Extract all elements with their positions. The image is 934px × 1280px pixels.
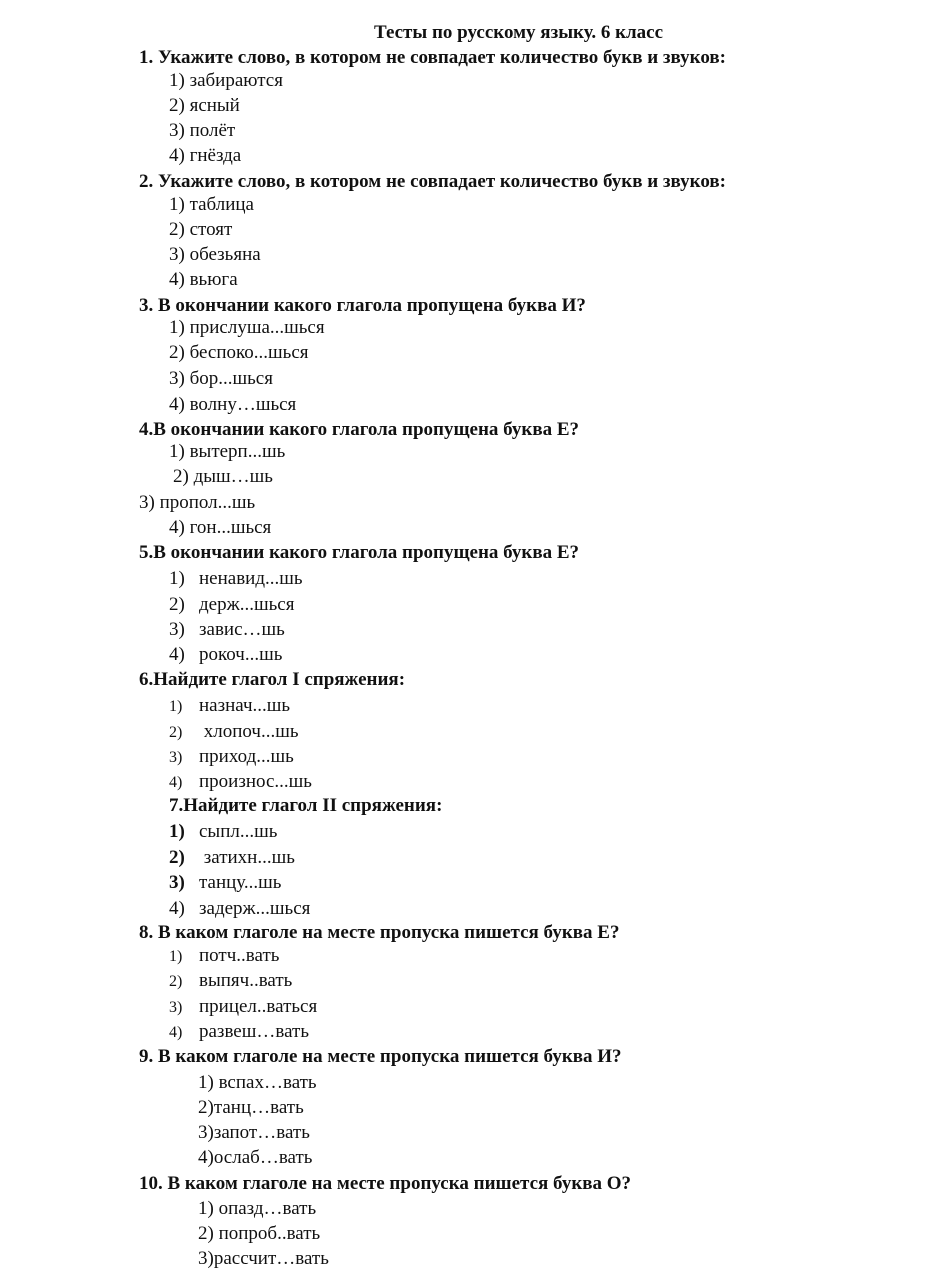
- q2-option-4: 4) вьюга: [169, 269, 238, 290]
- q7-option-3: 3) танцу...шь: [169, 872, 282, 893]
- q8-option-1: 1) потч..вать: [169, 945, 280, 966]
- q7-option-1: 1) сыпл...шь: [169, 821, 278, 842]
- q4-option-1: 1) вытерп...шь: [169, 441, 286, 462]
- q2-option-2: 2) стоят: [169, 219, 233, 240]
- q2-option-1: 1) таблица: [169, 194, 254, 215]
- q6-option-4: 4) произнос...шь: [169, 771, 312, 792]
- q3-option-3: 3) бор...шься: [169, 368, 273, 389]
- q9-option-2: 2)танц…вать: [198, 1097, 304, 1118]
- q3-option-1: 1) прислуша...шься: [169, 317, 325, 338]
- q5-option-4: 4) рокоч...шь: [169, 644, 283, 665]
- q3-option-4: 4) волну…шься: [169, 394, 297, 415]
- q1-option-2: 2) ясный: [169, 95, 240, 116]
- q5-option-3: 3) завис…шь: [169, 619, 285, 640]
- q7-option-4: 4) задерж...шься: [169, 898, 311, 919]
- q9-option-1: 1) вспах…вать: [198, 1072, 317, 1093]
- q6-option-1: 1) назнач...шь: [169, 695, 291, 716]
- question-10: 10. В каком глаголе на месте пропуска пишется буква О?: [139, 1173, 632, 1194]
- question-2: 2. Укажите слово, в котором не совпадает количество букв и звуков:: [139, 171, 726, 192]
- q10-option-1: 1) опазд…вать: [198, 1198, 317, 1219]
- q6-option-3: 3) приход...шь: [169, 746, 294, 767]
- question-3: 3. В окончании какого глагола пропущена буква И?: [139, 295, 586, 316]
- question-6: 6.Найдите глагол I спряжения:: [139, 669, 406, 690]
- q10-option-2: 2) попроб..вать: [198, 1223, 321, 1244]
- question-5: 5.В окончании какого глагола пропущена буква Е?: [139, 542, 580, 563]
- q4-option-3: 3) пропол...шь: [139, 492, 256, 513]
- q6-option-2: 2) хлопоч...шь: [169, 721, 299, 742]
- question-8: 8. В каком глаголе на месте пропуска пишется буква Е?: [139, 922, 620, 943]
- q8-option-3: 3) прицел..ваться: [169, 996, 318, 1017]
- q8-option-2: 2) выпяч..вать: [169, 970, 293, 991]
- question-7: 7.Найдите глагол II спряжения:: [169, 795, 443, 816]
- question-1: 1. Укажите слово, в котором не совпадает количество букв и звуков:: [139, 47, 726, 68]
- q9-option-3: 3)запот…вать: [198, 1122, 310, 1143]
- q1-option-1: 1) забираются: [169, 70, 283, 91]
- page-title: Тесты по русскому языку. 6 класс: [374, 22, 664, 43]
- q9-option-4: 4)ослаб…вать: [198, 1147, 313, 1168]
- question-4: 4.В окончании какого глагола пропущена буква Е?: [139, 419, 580, 440]
- q4-option-4: 4) гон...шься: [169, 517, 272, 538]
- q1-option-3: 3) полёт: [169, 120, 236, 141]
- q5-option-1: 1) ненавид...шь: [169, 568, 303, 589]
- q4-option-2: 2) дыш…шь: [173, 466, 273, 487]
- q5-option-2: 2) держ...шься: [169, 594, 295, 615]
- q2-option-3: 3) обезьяна: [169, 244, 261, 265]
- q8-option-4: 4) развеш…вать: [169, 1021, 309, 1042]
- q1-option-4: 4) гнёзда: [169, 145, 242, 166]
- q10-option-3: 3)рассчит…вать: [198, 1248, 329, 1269]
- question-9: 9. В каком глаголе на месте пропуска пишется буква И?: [139, 1046, 622, 1067]
- q3-option-2: 2) беспоко...шься: [169, 342, 309, 363]
- q7-option-2: 2) затихн...шь: [169, 847, 295, 868]
